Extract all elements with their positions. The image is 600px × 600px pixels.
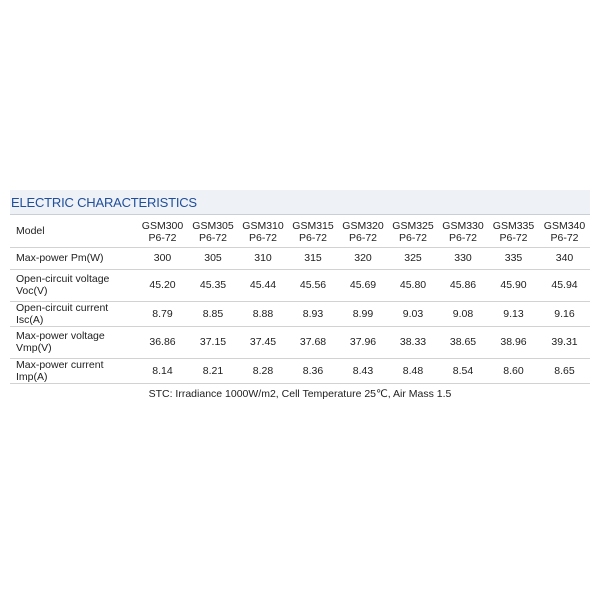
table-row-model — [10, 215, 590, 247]
table-row — [10, 326, 590, 358]
value-cell: 8.54 — [438, 358, 488, 383]
value-cell: 8.79 — [137, 301, 188, 326]
model-name-cell — [539, 215, 590, 247]
table-row — [10, 358, 590, 383]
value-cell: 8.65 — [539, 358, 590, 383]
value-cell: 300 — [137, 247, 188, 269]
value-cell: 39.31 — [539, 326, 590, 358]
value-cell: 37.15 — [188, 326, 238, 358]
cell-line: P6-72 — [499, 231, 528, 244]
cell-line: GSM330 — [442, 219, 484, 232]
cell-line: GSM305 — [192, 219, 234, 232]
value-cell: 38.33 — [388, 326, 438, 358]
section-heading-bar — [10, 190, 590, 215]
value-cell: 9.13 — [488, 301, 539, 326]
row-label — [10, 301, 137, 326]
cell-line: P6-72 — [148, 231, 177, 244]
value-cell: 8.93 — [288, 301, 338, 326]
model-name-cell — [388, 215, 438, 247]
cell-line: GSM340 — [543, 219, 586, 232]
value-cell: 330 — [438, 247, 488, 269]
cell-line: Max-power voltage — [16, 330, 105, 342]
stc-footnote: STC: Irradiance 1000W/m2, Cell Temperature 25℃, Air Mass 1.5 — [148, 388, 452, 400]
value-cell: 45.69 — [338, 269, 388, 301]
model-name-cell — [288, 215, 338, 247]
value-cell: 38.65 — [438, 326, 488, 358]
cell-line: GSM300 — [141, 219, 184, 232]
value-cell: 45.86 — [438, 269, 488, 301]
table-row — [10, 247, 590, 269]
value-cell: 9.03 — [388, 301, 438, 326]
value-cell: 38.96 — [488, 326, 539, 358]
electric-characteristics-section — [10, 190, 590, 400]
cell-line: Max-power current Imp(A) — [16, 358, 104, 383]
value-cell: 305 — [188, 247, 238, 269]
value-cell: 45.44 — [238, 269, 288, 301]
value-cell: 45.90 — [488, 269, 539, 301]
electric-characteristics-table — [10, 215, 590, 384]
value-cell: 8.21 — [188, 358, 238, 383]
value-cell: 37.68 — [288, 326, 338, 358]
value-cell: 340 — [539, 247, 590, 269]
value-cell: 8.48 — [388, 358, 438, 383]
value-cell: 45.20 — [137, 269, 188, 301]
cell-line: GSM325 — [392, 219, 434, 232]
value-cell: 45.94 — [539, 269, 590, 301]
cell-line: Max-power Pm(W) — [16, 252, 104, 264]
value-cell: 8.60 — [488, 358, 539, 383]
value-cell: 315 — [288, 247, 338, 269]
cell-line: P6-72 — [550, 231, 579, 244]
model-name-cell — [238, 215, 288, 247]
cell-line: Open-circuit voltage — [16, 273, 110, 285]
cell-line: P6-72 — [198, 231, 228, 244]
value-cell: 310 — [238, 247, 288, 269]
cell-line: P6-72 — [348, 231, 378, 244]
row-label — [10, 247, 137, 269]
cell-line: P6-72 — [448, 231, 478, 244]
cell-line: Vmp(V) — [16, 342, 52, 354]
value-cell: 8.14 — [137, 358, 188, 383]
table-row — [10, 301, 590, 326]
value-cell: 45.80 — [388, 269, 438, 301]
cell-line: GSM310 — [242, 219, 284, 232]
value-cell: 320 — [338, 247, 388, 269]
value-cell: 9.08 — [438, 301, 488, 326]
value-cell: 325 — [388, 247, 438, 269]
row-label — [10, 358, 137, 383]
cell-line: P6-72 — [298, 231, 328, 244]
table-row — [10, 269, 590, 301]
model-name-cell — [488, 215, 539, 247]
value-cell: 8.99 — [338, 301, 388, 326]
cell-line: P6-72 — [398, 231, 428, 244]
value-cell: 8.36 — [288, 358, 338, 383]
section-title: ELECTRIC CHARACTERISTICS — [11, 194, 197, 210]
model-name-cell — [438, 215, 488, 247]
cell-line: Voc(V) — [16, 285, 48, 297]
value-cell: 9.16 — [539, 301, 590, 326]
value-cell: 8.85 — [188, 301, 238, 326]
model-name-cell — [188, 215, 238, 247]
value-cell: 8.28 — [238, 358, 288, 383]
value-cell: 36.86 — [137, 326, 188, 358]
table-body — [10, 215, 590, 383]
model-name-cell — [137, 215, 188, 247]
cell-line: Open-circuit current Isc(A) — [16, 301, 109, 326]
cell-line: P6-72 — [248, 231, 278, 244]
value-cell: 8.88 — [238, 301, 288, 326]
model-name-cell — [338, 215, 388, 247]
row-label: Model — [10, 215, 137, 247]
value-cell: 335 — [488, 247, 539, 269]
cell-line: GSM315 — [292, 219, 334, 232]
value-cell: 45.35 — [188, 269, 238, 301]
value-cell: 45.56 — [288, 269, 338, 301]
cell-line: GSM320 — [342, 219, 384, 232]
row-label — [10, 326, 137, 358]
row-label — [10, 269, 137, 301]
value-cell: 8.43 — [338, 358, 388, 383]
cell-line: GSM335 — [492, 219, 535, 232]
value-cell: 37.96 — [338, 326, 388, 358]
value-cell: 37.45 — [238, 326, 288, 358]
